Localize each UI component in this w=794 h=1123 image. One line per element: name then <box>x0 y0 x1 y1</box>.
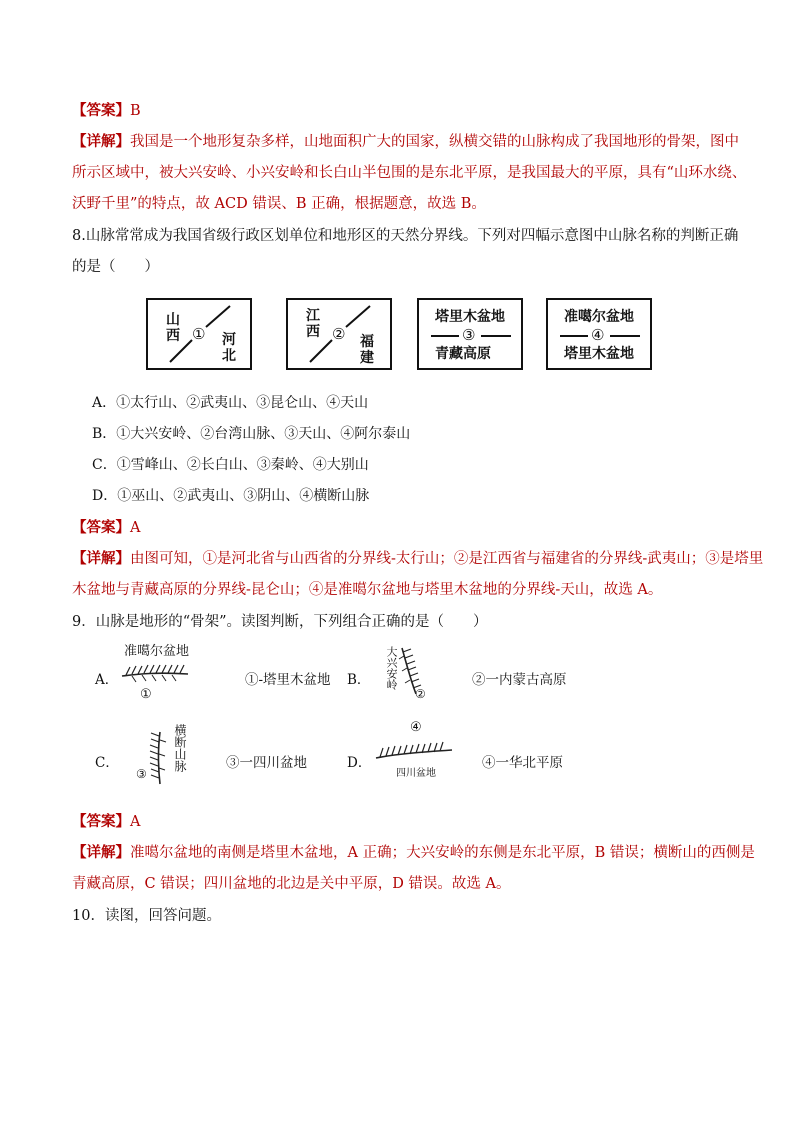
question-9-line: 9．山脉是地形的“骨架”。读图判断，下列组合正确的是（ ） <box>72 614 488 630</box>
option-8-b: B．①大兴安岭、②台湾山脉、③天山、④阿尔泰山 <box>92 426 411 442</box>
mountain-number-3: ③ <box>136 767 147 781</box>
answer-tag: 【答案】 <box>72 813 130 830</box>
option-9-d-text: ④一华北平原 <box>482 755 563 771</box>
province-label-hebei-1: 河 <box>222 332 236 348</box>
mountain-number-3: ③ <box>462 326 476 344</box>
detail-text: 由图可知，①是河北省与山西省的分界线-太行山；②是江西省与福建省的分界线-武夷山；③是塔里 <box>130 551 764 567</box>
answer-value: A <box>130 814 141 830</box>
mountain-range-symbol-c <box>146 728 176 788</box>
mountain-number-2: ② <box>332 325 346 343</box>
detail-9-line-2: 青藏高原，C 错误；四川盆地的北边是关中平原，D 错误。故选 A。 <box>72 876 511 892</box>
mountain-number-2: ② <box>415 687 426 701</box>
answer-9 <box>72 812 140 832</box>
detail-tag: 【详解】 <box>72 844 130 861</box>
province-label-shanxi-2: 西 <box>166 328 180 344</box>
region-label-tarim: 塔里木盆地 <box>564 346 634 362</box>
option-9-d-letter: D． <box>347 755 372 771</box>
answer-value: A <box>130 520 141 536</box>
range-label-greater-khingan: 大兴安岭 <box>385 646 398 690</box>
option-9-a-letter: A． <box>95 672 119 688</box>
detail-tag: 【详解】 <box>72 550 130 567</box>
mountain-number-1: ① <box>192 325 206 343</box>
question-8-line-2: 的是（ ） <box>72 259 159 275</box>
diagram-box-1 <box>146 298 252 370</box>
detail-7-line-1 <box>72 132 739 152</box>
option-8-a: A．①太行山、②武夷山、③昆仑山、④天山 <box>92 395 369 411</box>
detail-text: 我国是一个地形复杂多样，山地面积广大的国家，纵横交错的山脉构成了我国地形的骨架，图中 <box>130 134 739 150</box>
province-label-jiangxi-1: 江 <box>306 308 320 324</box>
detail-tag: 【详解】 <box>72 133 130 150</box>
province-label-fujian-2: 建 <box>360 350 374 366</box>
diagram-box-4 <box>546 298 652 370</box>
option-8-d: D．①巫山、②武夷山、③阴山、④横断山脉 <box>92 488 370 504</box>
detail-text: 准噶尔盆地的南侧是塔里木盆地，A 正确；大兴安岭的东侧是东北平原，B 错误；横断山的西侧是 <box>130 845 755 861</box>
province-label-jiangxi-2: 西 <box>306 324 320 340</box>
answer-tag: 【答案】 <box>72 519 130 536</box>
option-9-c-text: ③一四川盆地 <box>226 755 307 771</box>
range-label-hengduan: 横断山脉 <box>173 724 187 772</box>
mountain-number-4: ④ <box>591 326 605 344</box>
region-label-junggar: 准噶尔盆地 <box>564 309 634 325</box>
region-label-qinghai-tibet: 青藏高原 <box>435 346 491 362</box>
mountain-range-symbol-d <box>372 738 458 764</box>
detail-7-line-3: 沃野千里”的特点，故 ACD 错误、B 正确，根据题意，故选 B。 <box>72 196 486 212</box>
detail-8-line-2: 木盆地与青藏高原的分界线-昆仑山；④是准噶尔盆地与塔里木盆地的分界线-天山，故选 A。 <box>72 582 663 598</box>
option-9-a-text: ①-塔里木盆地 <box>245 672 331 688</box>
mountain-range-symbol-a <box>118 660 198 686</box>
province-label-hebei-2: 北 <box>222 348 236 364</box>
answer-7 <box>72 101 141 121</box>
province-label-shanxi-1: 山 <box>166 312 180 328</box>
answer-8 <box>72 518 140 538</box>
mountain-number-4: ④ <box>410 720 422 735</box>
question-10-line: 10．读图，回答问题。 <box>72 908 221 924</box>
option-9-b-text: ②一内蒙古高原 <box>472 672 567 688</box>
diagram-box-3 <box>417 298 523 370</box>
answer-value: B <box>130 103 141 119</box>
region-label-junggar: 准噶尔盆地 <box>124 644 190 659</box>
option-8-c: C．①雪峰山、②长白山、③秦岭、④大别山 <box>92 457 369 473</box>
answer-tag: 【答案】 <box>72 102 130 119</box>
question-8-line-1: 8.山脉常常成为我国省级行政区划单位和地形区的天然分界线。下列对四幅示意图中山脉名称的判断正确 <box>72 228 739 244</box>
detail-7-line-2: 所示区域中，被大兴安岭、小兴安岭和长白山半包围的是东北平原，是我国最大的平原，具有“山环水绕、 <box>72 165 747 181</box>
mountain-number-1: ① <box>140 687 152 702</box>
detail-8-line-1 <box>72 549 763 569</box>
option-9-c-letter: C． <box>95 755 119 771</box>
detail-9-line-1 <box>72 843 755 863</box>
diagram-box-2 <box>286 298 392 370</box>
region-label-sichuan: 四川盆地 <box>396 768 436 779</box>
province-label-fujian-1: 福 <box>360 334 374 350</box>
option-9-b-letter: B． <box>347 672 371 688</box>
region-label-tarim: 塔里木盆地 <box>435 309 505 325</box>
